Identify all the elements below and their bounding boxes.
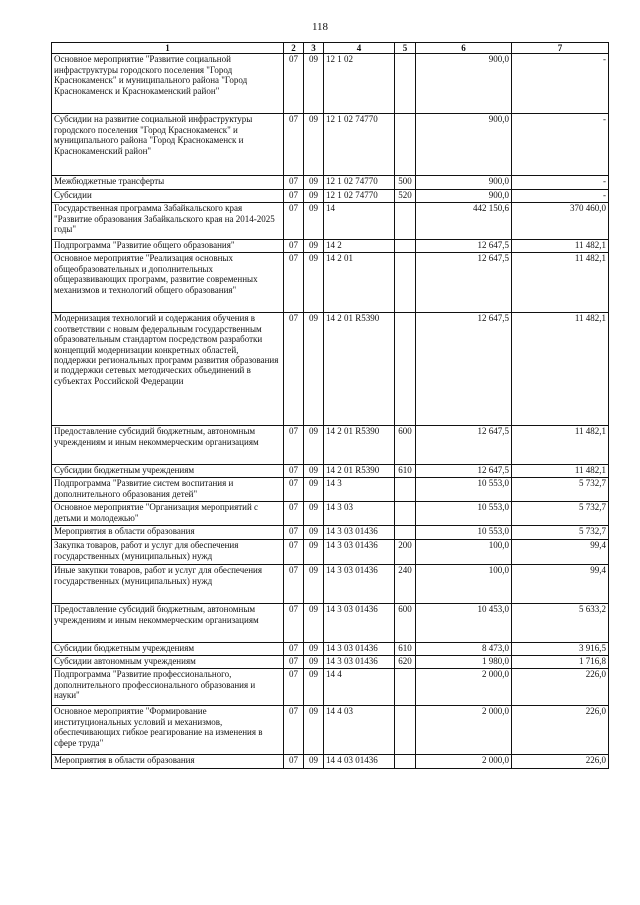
row-subsection-code: 09 <box>304 203 324 240</box>
row-name: Подпрограмма "Развитие общего образования" <box>52 240 284 253</box>
row-amount-col7: 1 716,8 <box>512 656 609 669</box>
table-row <box>52 240 609 253</box>
row-amount-col6: 12 647,5 <box>416 426 512 465</box>
row-target-article: 14 3 03 <box>324 502 395 526</box>
row-section-code: 07 <box>284 643 304 656</box>
row-expense-type <box>395 253 416 313</box>
row-amount-col7: - <box>512 190 609 203</box>
row-name: Субсидии бюджетным учреждениям <box>52 465 284 478</box>
row-amount-col7: 11 482,1 <box>512 426 609 465</box>
table-row <box>52 604 609 643</box>
row-amount-col7: 370 460,0 <box>512 203 609 240</box>
row-name: Предоставление субсидий бюджетным, автономным учреждениям и иным некоммерческим организациям <box>52 426 284 465</box>
table-row <box>52 253 609 313</box>
row-amount-col6: 442 150,6 <box>416 203 512 240</box>
row-name: Закупка товаров, работ и услуг для обеспечения государственных (муниципальных) нужд <box>52 540 284 565</box>
row-expense-type <box>395 755 416 769</box>
row-target-article: 14 3 03 01436 <box>324 643 395 656</box>
row-target-article: 14 3 03 01436 <box>324 526 395 540</box>
row-section-code: 07 <box>284 313 304 426</box>
row-amount-col6: 100,0 <box>416 540 512 565</box>
row-expense-type <box>395 203 416 240</box>
row-amount-col6: 2 000,0 <box>416 669 512 706</box>
table-row <box>52 426 609 465</box>
column-header: 1 <box>52 43 284 54</box>
row-name: Мероприятия в области образования <box>52 755 284 769</box>
row-subsection-code: 09 <box>304 54 324 114</box>
table-row <box>52 176 609 190</box>
column-header: 6 <box>416 43 512 54</box>
row-name: Межбюджетные трансферты <box>52 176 284 190</box>
row-target-article: 14 2 <box>324 240 395 253</box>
row-name: Мероприятия в области образования <box>52 526 284 540</box>
row-target-article: 14 2 01 R5390 <box>324 426 395 465</box>
column-header: 7 <box>512 43 609 54</box>
table-row <box>52 190 609 203</box>
row-expense-type: 620 <box>395 656 416 669</box>
row-expense-type <box>395 313 416 426</box>
row-name: Субсидии бюджетным учреждениям <box>52 643 284 656</box>
row-subsection-code: 09 <box>304 176 324 190</box>
row-name: Предоставление субсидий бюджетным, автономным учреждениям и иным некоммерческим организациям <box>52 604 284 643</box>
row-section-code: 07 <box>284 502 304 526</box>
row-amount-col7: 99,4 <box>512 565 609 604</box>
row-name: Основное мероприятие "Развитие социальной инфраструктуры городского поселения "Город Краснокаменск" и муниципального района "Город Краснокаменск и Краснокаменский район" <box>52 54 284 114</box>
row-section-code: 07 <box>284 253 304 313</box>
row-target-article: 14 2 01 R5390 <box>324 313 395 426</box>
row-target-article: 12 1 02 74770 <box>324 190 395 203</box>
row-subsection-code: 09 <box>304 253 324 313</box>
row-amount-col7: 11 482,1 <box>512 313 609 426</box>
row-amount-col7: 5 633,2 <box>512 604 609 643</box>
table-header-row <box>52 43 609 54</box>
table-row <box>52 656 609 669</box>
row-expense-type: 200 <box>395 540 416 565</box>
row-name: Основное мероприятие "Реализация основных общеобразовательных и дополнительных общеразвивающих программ, развитие современных механизмов и технологий общего образования" <box>52 253 284 313</box>
table-row <box>52 706 609 755</box>
row-amount-col6: 12 647,5 <box>416 253 512 313</box>
row-subsection-code: 09 <box>304 502 324 526</box>
row-amount-col6: 12 647,5 <box>416 240 512 253</box>
row-expense-type <box>395 706 416 755</box>
row-target-article: 14 <box>324 203 395 240</box>
row-expense-type <box>395 114 416 176</box>
table-row <box>52 526 609 540</box>
row-expense-type: 240 <box>395 565 416 604</box>
row-amount-col6: 10 553,0 <box>416 478 512 502</box>
row-section-code: 07 <box>284 54 304 114</box>
row-name: Модернизация технологий и содержания обучения в соответствии с новым федеральным государственным образовательным стандартом посредством разработки концепций модернизации конкретных областей, поддержки региональных программ развития образования и поддержки сетевых методических объединений в субъектах Российской Федерации <box>52 313 284 426</box>
row-subsection-code: 09 <box>304 643 324 656</box>
table-row <box>52 502 609 526</box>
row-section-code: 07 <box>284 203 304 240</box>
row-name: Субсидии автономным учреждениям <box>52 656 284 669</box>
row-amount-col6: 10 553,0 <box>416 502 512 526</box>
table-row <box>52 755 609 769</box>
row-amount-col6: 2 000,0 <box>416 706 512 755</box>
table-row <box>52 478 609 502</box>
row-amount-col6: 900,0 <box>416 176 512 190</box>
row-section-code: 07 <box>284 604 304 643</box>
row-subsection-code: 09 <box>304 755 324 769</box>
row-section-code: 07 <box>284 478 304 502</box>
row-amount-col7: 99,4 <box>512 540 609 565</box>
row-amount-col7: - <box>512 176 609 190</box>
row-section-code: 07 <box>284 176 304 190</box>
table-row <box>52 54 609 114</box>
table-row <box>52 540 609 565</box>
row-section-code: 07 <box>284 669 304 706</box>
row-subsection-code: 09 <box>304 240 324 253</box>
row-expense-type: 600 <box>395 604 416 643</box>
row-target-article: 14 4 03 01436 <box>324 755 395 769</box>
budget-table <box>51 42 609 769</box>
column-header: 2 <box>284 43 304 54</box>
row-amount-col7: 226,0 <box>512 706 609 755</box>
row-amount-col6: 8 473,0 <box>416 643 512 656</box>
row-subsection-code: 09 <box>304 465 324 478</box>
row-section-code: 07 <box>284 465 304 478</box>
row-target-article: 14 3 03 01436 <box>324 656 395 669</box>
row-subsection-code: 09 <box>304 604 324 643</box>
row-name: Основное мероприятие "Организация мероприятий с детьми и молодежью" <box>52 502 284 526</box>
row-target-article: 12 1 02 74770 <box>324 176 395 190</box>
row-section-code: 07 <box>284 565 304 604</box>
row-expense-type <box>395 669 416 706</box>
row-expense-type <box>395 526 416 540</box>
row-section-code: 07 <box>284 426 304 465</box>
row-expense-type <box>395 240 416 253</box>
row-subsection-code: 09 <box>304 478 324 502</box>
row-name: Подпрограмма "Развитие систем воспитания и дополнительного образования детей" <box>52 478 284 502</box>
row-target-article: 14 3 03 01436 <box>324 604 395 643</box>
row-section-code: 07 <box>284 706 304 755</box>
row-section-code: 07 <box>284 755 304 769</box>
table-row <box>52 313 609 426</box>
row-target-article: 14 3 03 01436 <box>324 540 395 565</box>
row-amount-col6: 100,0 <box>416 565 512 604</box>
row-amount-col6: 10 553,0 <box>416 526 512 540</box>
row-subsection-code: 09 <box>304 114 324 176</box>
row-target-article: 12 1 02 74770 <box>324 114 395 176</box>
row-name: Подпрограмма "Развитие профессионального, дополнительного профессионального образования и науки" <box>52 669 284 706</box>
table-row <box>52 669 609 706</box>
row-subsection-code: 09 <box>304 540 324 565</box>
row-target-article: 14 3 <box>324 478 395 502</box>
row-expense-type: 500 <box>395 176 416 190</box>
row-amount-col7: 226,0 <box>512 755 609 769</box>
row-amount-col7: 11 482,1 <box>512 240 609 253</box>
row-amount-col6: 10 453,0 <box>416 604 512 643</box>
row-expense-type <box>395 502 416 526</box>
row-section-code: 07 <box>284 540 304 565</box>
row-subsection-code: 09 <box>304 526 324 540</box>
row-section-code: 07 <box>284 190 304 203</box>
row-section-code: 07 <box>284 240 304 253</box>
page-number: 118 <box>311 21 329 33</box>
row-target-article: 14 3 03 01436 <box>324 565 395 604</box>
row-subsection-code: 09 <box>304 706 324 755</box>
row-name: Государственная программа Забайкальского края "Развитие образования Забайкальского края на 2014-2025 годы" <box>52 203 284 240</box>
row-target-article: 14 2 01 R5390 <box>324 465 395 478</box>
column-header: 4 <box>324 43 395 54</box>
row-amount-col6: 12 647,5 <box>416 313 512 426</box>
table-row <box>52 565 609 604</box>
row-target-article: 14 4 03 <box>324 706 395 755</box>
row-subsection-code: 09 <box>304 190 324 203</box>
row-amount-col6: 900,0 <box>416 54 512 114</box>
row-amount-col7: - <box>512 54 609 114</box>
row-subsection-code: 09 <box>304 669 324 706</box>
row-target-article: 14 2 01 <box>324 253 395 313</box>
row-section-code: 07 <box>284 656 304 669</box>
row-amount-col6: 900,0 <box>416 190 512 203</box>
row-section-code: 07 <box>284 114 304 176</box>
row-amount-col7: 5 732,7 <box>512 526 609 540</box>
row-name: Субсидии на развитие социальной инфраструктуры городского поселения "Город Краснокаменск" и муниципального района "Город Краснокаменск и Краснокаменский район" <box>52 114 284 176</box>
row-subsection-code: 09 <box>304 426 324 465</box>
row-amount-col7: 5 732,7 <box>512 478 609 502</box>
row-amount-col7: 3 916,5 <box>512 643 609 656</box>
row-amount-col7: - <box>512 114 609 176</box>
row-target-article: 12 1 02 <box>324 54 395 114</box>
row-expense-type <box>395 478 416 502</box>
row-subsection-code: 09 <box>304 313 324 426</box>
table-row <box>52 203 609 240</box>
row-amount-col7: 11 482,1 <box>512 253 609 313</box>
row-expense-type <box>395 54 416 114</box>
row-amount-col7: 11 482,1 <box>512 465 609 478</box>
row-expense-type: 610 <box>395 643 416 656</box>
row-amount-col6: 12 647,5 <box>416 465 512 478</box>
row-name: Субсидии <box>52 190 284 203</box>
row-subsection-code: 09 <box>304 565 324 604</box>
row-name: Иные закупки товаров, работ и услуг для обеспечения государственных (муниципальных) нужд <box>52 565 284 604</box>
row-amount-col6: 900,0 <box>416 114 512 176</box>
row-expense-type: 610 <box>395 465 416 478</box>
row-expense-type: 600 <box>395 426 416 465</box>
table-row <box>52 643 609 656</box>
table-row <box>52 465 609 478</box>
row-amount-col7: 226,0 <box>512 669 609 706</box>
column-header: 5 <box>395 43 416 54</box>
column-header: 3 <box>304 43 324 54</box>
row-amount-col6: 1 980,0 <box>416 656 512 669</box>
row-section-code: 07 <box>284 526 304 540</box>
table-row <box>52 114 609 176</box>
row-amount-col6: 2 000,0 <box>416 755 512 769</box>
row-name: Основное мероприятие "Формирование институциональных условий и механизмов, обеспечивающих гибкое реагирование на изменения в сфере труда" <box>52 706 284 755</box>
row-target-article: 14 4 <box>324 669 395 706</box>
row-amount-col7: 5 732,7 <box>512 502 609 526</box>
table-body <box>52 54 609 769</box>
row-subsection-code: 09 <box>304 656 324 669</box>
row-expense-type: 520 <box>395 190 416 203</box>
